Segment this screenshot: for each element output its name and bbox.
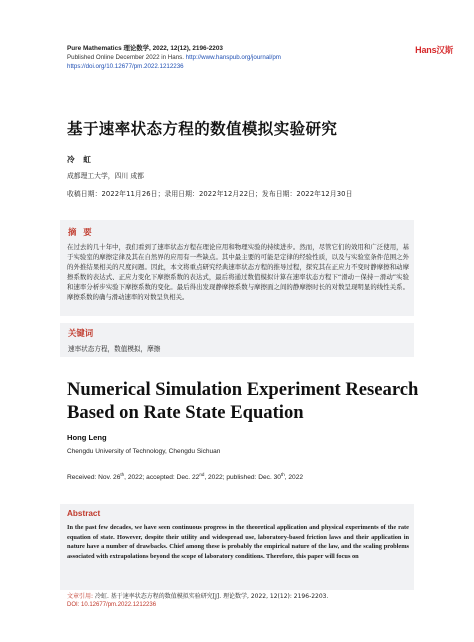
chinese-abstract-body: 在过去的几十年中，我们看到了速率状态方程在理论应用和物理实验的持续进步。然而，尽管它们的效用和广泛使用，基于实验室的摩擦定律及其在自然界的应用有一些缺点。其中最主要的可能是定律的经验性质，以及与实验室条件范围之外的外推结果相关的尺度问题。因此，本文将重点研究经典速率状态方程的推导过程，探究其在正应力不变时静摩擦和动摩擦系数的表达式、正应力变化下摩擦系数的表达式，最后将通过数值模拟计算在速率状态方程下“滑动－保持－滑动”实验和速率分析步实验下摩擦系数的变化。最后得出发现静摩擦系数与摩擦面之间的静摩擦时长的对数呈现明显的线性关系。摩擦系数的确与滑动速率的对数呈负相关。 <box>67 243 409 301</box>
published-prefix: Published Online December 2022 in Hans. <box>67 54 186 61</box>
accepted-sup: nd <box>199 472 205 477</box>
chinese-dates: 收稿日期：2022年11月26日；录用日期：2022年12月22日；发布日期：2022年12月30日 <box>67 190 353 198</box>
keywords-title: 关键词 <box>68 328 94 338</box>
journal-header <box>67 44 407 71</box>
published-sup: th <box>280 472 285 477</box>
received-sup: th <box>120 472 125 477</box>
journal-line: Pure Mathematics 理论数学, 2022, 12(12), 2196-2203 <box>67 45 223 52</box>
english-author: Hong Leng <box>67 433 107 442</box>
english-abstract-box <box>60 504 414 590</box>
logo-latin: Hans <box>415 45 437 55</box>
published-date: , 2022; published: Dec. 30 <box>204 474 281 482</box>
chinese-abstract-title: 摘 要 <box>68 227 94 237</box>
hans-logo <box>415 44 453 56</box>
citation-line <box>67 592 427 601</box>
english-affiliation: Chengdu University of Technology, Chengdu Sichuan <box>67 448 221 455</box>
received-date: Received: Nov. 26 <box>67 474 121 482</box>
footer-doi-link[interactable]: DOI: 10.12677/pm.2022.1212236 <box>67 602 157 608</box>
chinese-abstract-box <box>60 220 414 316</box>
logo-cn: 汉斯 <box>436 46 453 56</box>
chinese-affiliation: 成都理工大学，四川 成都 <box>67 172 144 180</box>
published-year: , 2022 <box>284 474 304 482</box>
english-abstract-body: In the past few decades, we have seen continuous progress in the theoretical application and physical experiments of the rate equation of state. However, despite their utility and widespread use, laboratory-based friction laws and their application in nature have a number of drawbacks. Chief among these is probably the empirical nature of the law, and the scaling problems associated with extrapolations beyond the scope of laboratory conditions. Therefore, this paper will focus on <box>67 524 409 560</box>
published-line <box>67 53 407 62</box>
chinese-title: 基于速率状态方程的数值模拟实验研究 <box>67 120 338 138</box>
english-dates <box>67 472 303 481</box>
doi-link[interactable]: https://doi.org/10.12677/pm.2022.1212236 <box>67 63 184 70</box>
chinese-author: 冷 虹 <box>67 155 94 164</box>
keywords-list: 速率状态方程，数值模拟，摩擦 <box>68 345 161 353</box>
english-title: Numerical Simulation Experiment Research Based on Rate State Equation <box>67 379 419 423</box>
citation-text: 冷虹. 基于速率状态方程的数值模拟实验研究[J]. 理论数学, 2022, 12(12): 2196-2203. <box>94 593 329 600</box>
citation-label: 文章引用: <box>67 593 95 600</box>
keywords-box <box>60 323 414 357</box>
accepted-date: , 2022; accepted: Dec. 22 <box>124 474 200 482</box>
english-abstract-title: Abstract <box>67 509 101 518</box>
journal-url-link[interactable]: http://www.hanspub.org/journal/pm <box>185 54 281 61</box>
citation-footer <box>67 592 427 610</box>
